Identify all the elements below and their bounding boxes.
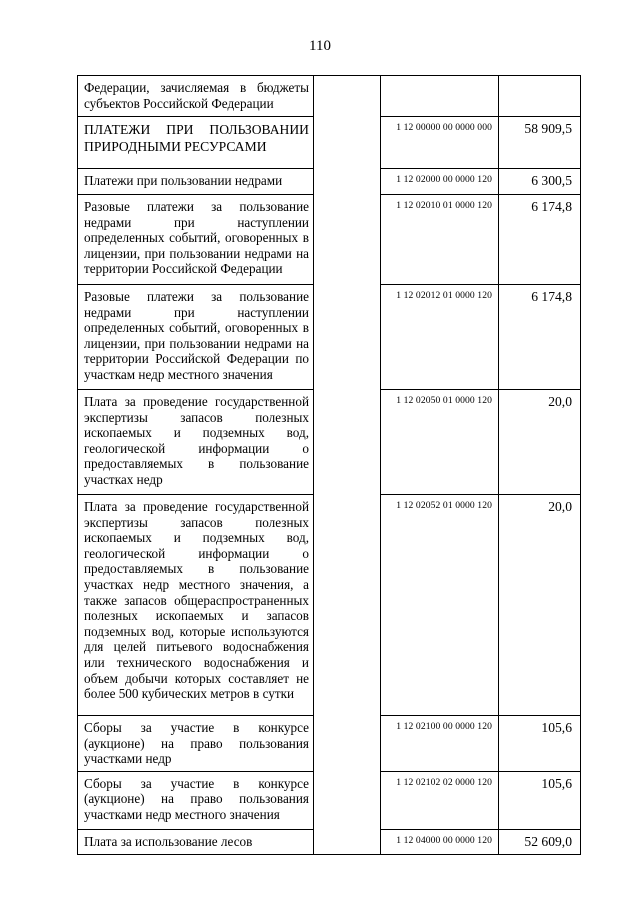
row-amount: 6 300,5 xyxy=(499,169,581,195)
row-code xyxy=(381,76,499,117)
row-name: Плата за использование лесов xyxy=(78,829,314,854)
row-amount xyxy=(499,76,581,117)
row-name: Сборы за участие в конкурсе (аукционе) на право пользования участками недр местного значения xyxy=(78,771,314,829)
table-row xyxy=(78,76,581,117)
row-code: 1 12 02102 02 0000 120 xyxy=(381,771,499,829)
row-code: 1 12 02050 01 0000 120 xyxy=(381,390,499,495)
row-amount: 20,0 xyxy=(499,390,581,495)
row-code: 1 12 02052 01 0000 120 xyxy=(381,495,499,716)
row-name: Разовые платежи за пользование недрами при наступлении определенных событий, оговоренных в лицензии, при пользовании недрами на территории Российской Федерации xyxy=(78,195,314,285)
row-amount: 52 609,0 xyxy=(499,829,581,854)
row-name: Плата за проведение государственной экспертизы запасов полезных ископаемых и подземных вод, геологической информации о предоставляемых в пользование участках недр xyxy=(78,390,314,495)
row-amount: 58 909,5 xyxy=(499,117,581,169)
row-code: 1 12 02100 00 0000 120 xyxy=(381,716,499,772)
row-name: Разовые платежи за пользование недрами при наступлении определенных событий, оговоренных в лицензии, при пользовании недрами на территории Российской Федерации по участкам недр местного значения xyxy=(78,285,314,390)
row-name: Сборы за участие в конкурсе (аукционе) на право пользования участками недр xyxy=(78,716,314,772)
row-name: Платежи при пользовании недрами xyxy=(78,169,314,195)
row-code: 1 12 02010 01 0000 120 xyxy=(381,195,499,285)
row-amount: 6 174,8 xyxy=(499,195,581,285)
row-amount: 6 174,8 xyxy=(499,285,581,390)
row-amount: 105,6 xyxy=(499,716,581,772)
row-name: ПЛАТЕЖИ ПРИ ПОЛЬЗОВАНИИ ПРИРОДНЫМИ РЕСУРСАМИ xyxy=(78,117,314,169)
revenue-table xyxy=(77,75,581,855)
row-code: 1 12 02012 01 0000 120 xyxy=(381,285,499,390)
row-code: 1 12 00000 00 0000 000 xyxy=(381,117,499,169)
row-code: 1 12 02000 00 0000 120 xyxy=(381,169,499,195)
row-name: Федерации, зачисляемая в бюджеты субъектов Российской Федерации xyxy=(78,76,314,117)
empty-column xyxy=(314,76,381,855)
page-number: 110 xyxy=(309,38,331,54)
row-name: Плата за проведение государственной экспертизы запасов полезных ископаемых и подземных вод, геологической информации о предоставляемых в пользование участках недр местного значения, а также запасов общераспространенных полезных ископаемых и запасов подземных вод, которые используются для целей питьевого водоснабжения или технического водоснабжения и объем добычи которых составляет не более 500 кубических метров в сутки xyxy=(78,495,314,716)
row-amount: 105,6 xyxy=(499,771,581,829)
row-amount: 20,0 xyxy=(499,495,581,716)
row-code: 1 12 04000 00 0000 120 xyxy=(381,829,499,854)
